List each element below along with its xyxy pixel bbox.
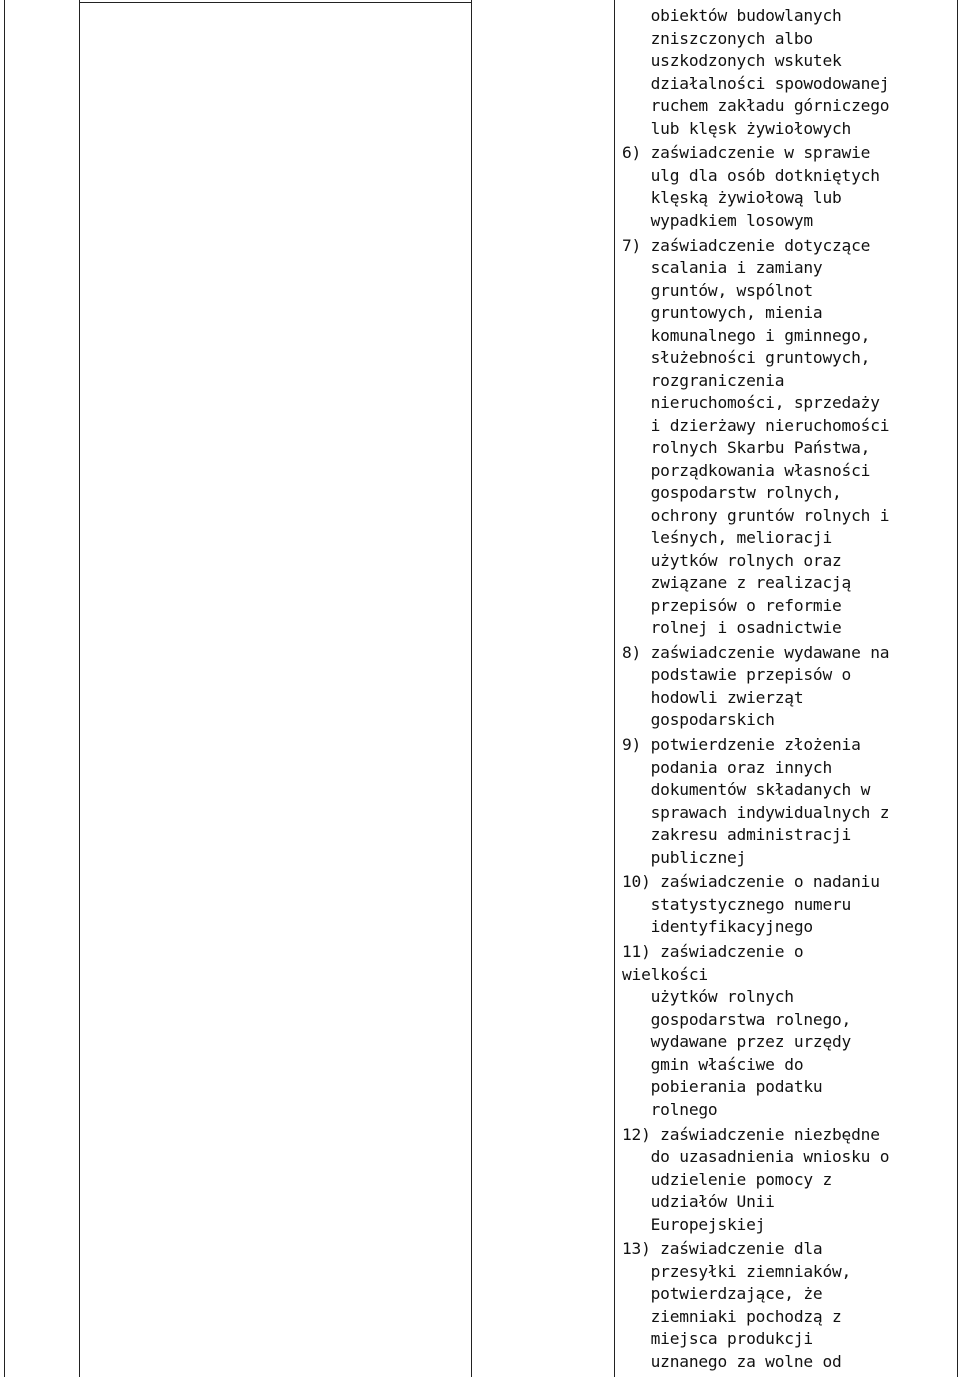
list-item-line: podstawie przepisów o (622, 665, 852, 685)
list-item (622, 734, 958, 869)
list-item-line: dokumentów składanych w (622, 780, 871, 800)
list-item-line: nieruchomości, sprzedaży (622, 393, 880, 413)
list-item-line: miejsca produkcji (622, 1329, 813, 1349)
column-border-1 (4, 0, 5, 1377)
list-item-line: komunalnego i gminnego, (622, 325, 871, 345)
list-item-line: lub klęsk żywiołowych (622, 118, 852, 138)
list-item-line: ziemniaki pochodzą z (622, 1306, 842, 1326)
list-item-line: identyfikacyjnego (622, 917, 813, 937)
list-item-line: sprawach indywidualnych z (622, 802, 890, 822)
list-item-line: uznanego za wolne od (622, 1351, 842, 1371)
list-item-line: 13) zaświadczenie dla (622, 1239, 823, 1259)
list-item-line: rozgraniczenia (622, 370, 785, 390)
list-item-line: Europejskiej (622, 1214, 766, 1234)
list-item-line: użytków rolnych oraz (622, 550, 842, 570)
list-item-line: wielkości (622, 964, 708, 984)
list-item-line: zniszczonych albo (622, 28, 813, 48)
list-item-line: 10) zaświadczenie o nadaniu (622, 872, 880, 892)
list-item (622, 235, 958, 640)
list-item-line: rolnego (622, 1099, 718, 1119)
list-item (622, 142, 958, 232)
list-item-line: rolnych Skarbu Państwa, (622, 438, 871, 458)
list-item-line: klęską żywiołową lub (622, 188, 842, 208)
list-item-line: 7) zaświadczenie dotyczące (622, 235, 871, 255)
list-item-line: 9) potwierdzenie złożenia (622, 735, 861, 755)
list-item-line: gruntów, wspólnot (622, 280, 813, 300)
column-border-3 (471, 0, 472, 1377)
list-item-line: gospodarstwa rolnego, (622, 1009, 852, 1029)
list-item-line: uszkodzonych wskutek (622, 51, 842, 70)
list-item-line: służebności gruntowych, (622, 348, 871, 368)
list-item-line: przepisów o reformie (622, 595, 842, 615)
list-item-line: zakresu administracji (622, 825, 852, 845)
list-item-line: pobierania podatku (622, 1077, 823, 1097)
list-item (622, 642, 958, 732)
list-item-line: rolnej i osadnictwie (622, 618, 842, 638)
list-item-line: gospodarskich (622, 710, 775, 730)
list-item (622, 5, 958, 140)
list-item-line: statystycznego numeru (622, 894, 852, 914)
column-border-2 (79, 0, 80, 1377)
list-item-line: podania oraz innych (622, 757, 833, 777)
list-item-line: hodowli zwierząt (622, 687, 804, 707)
list-item-line: do uzasadnienia wniosku o (622, 1147, 890, 1167)
list-item-line: potwierdzające, że (622, 1284, 823, 1304)
list-item-line: 6) zaświadczenie w sprawie (622, 143, 871, 163)
list-item-line: działalności spowodowanej (622, 73, 890, 93)
list-item (622, 1238, 958, 1373)
list-item-line: publicznej (622, 847, 747, 867)
list-item-line: wydawane przez urzędy (622, 1032, 852, 1052)
list-item (622, 871, 958, 939)
list-item-line: udziałów Unii (622, 1192, 775, 1212)
list-item-line: gospodarstw rolnych, (622, 483, 842, 503)
list-item-line: 8) zaświadczenie wydawane na (622, 642, 890, 662)
list-item-line: ulg dla osób dotkniętych (622, 165, 880, 185)
column-border-4 (614, 0, 615, 1377)
list-item-line: użytków rolnych (622, 987, 794, 1007)
list-item-line: udzielenie pomocy z (622, 1169, 833, 1189)
list-item-line: gruntowych, mienia (622, 303, 823, 323)
list-item-line: scalania i zamiany (622, 258, 823, 278)
list-item-line: leśnych, melioracji (622, 528, 833, 548)
list-item-line: 11) zaświadczenie o (622, 942, 804, 962)
list-item-line: gmin właściwe do (622, 1054, 804, 1074)
list-item-line: i dzierżawy nieruchomości (622, 415, 890, 435)
list-item-line: ochrony gruntów rolnych i (622, 505, 890, 525)
list-item-line: związane z realizacją (622, 573, 852, 593)
table-cell-documents (622, 5, 958, 1376)
list-item (622, 1124, 958, 1237)
list-item (622, 941, 958, 1121)
list-item-line: ruchem zakładu górniczego (622, 96, 890, 115)
list-item-line: przesyłki ziemniaków, (622, 1261, 852, 1281)
list-item-line: wypadkiem losowym (622, 210, 813, 230)
list-item-line: obiektów budowlanych (622, 6, 842, 25)
list-item-line: 12) zaświadczenie niezbędne (622, 1124, 880, 1144)
table-top-border (79, 2, 471, 3)
list-item-line: porządkowania własności (622, 460, 871, 480)
